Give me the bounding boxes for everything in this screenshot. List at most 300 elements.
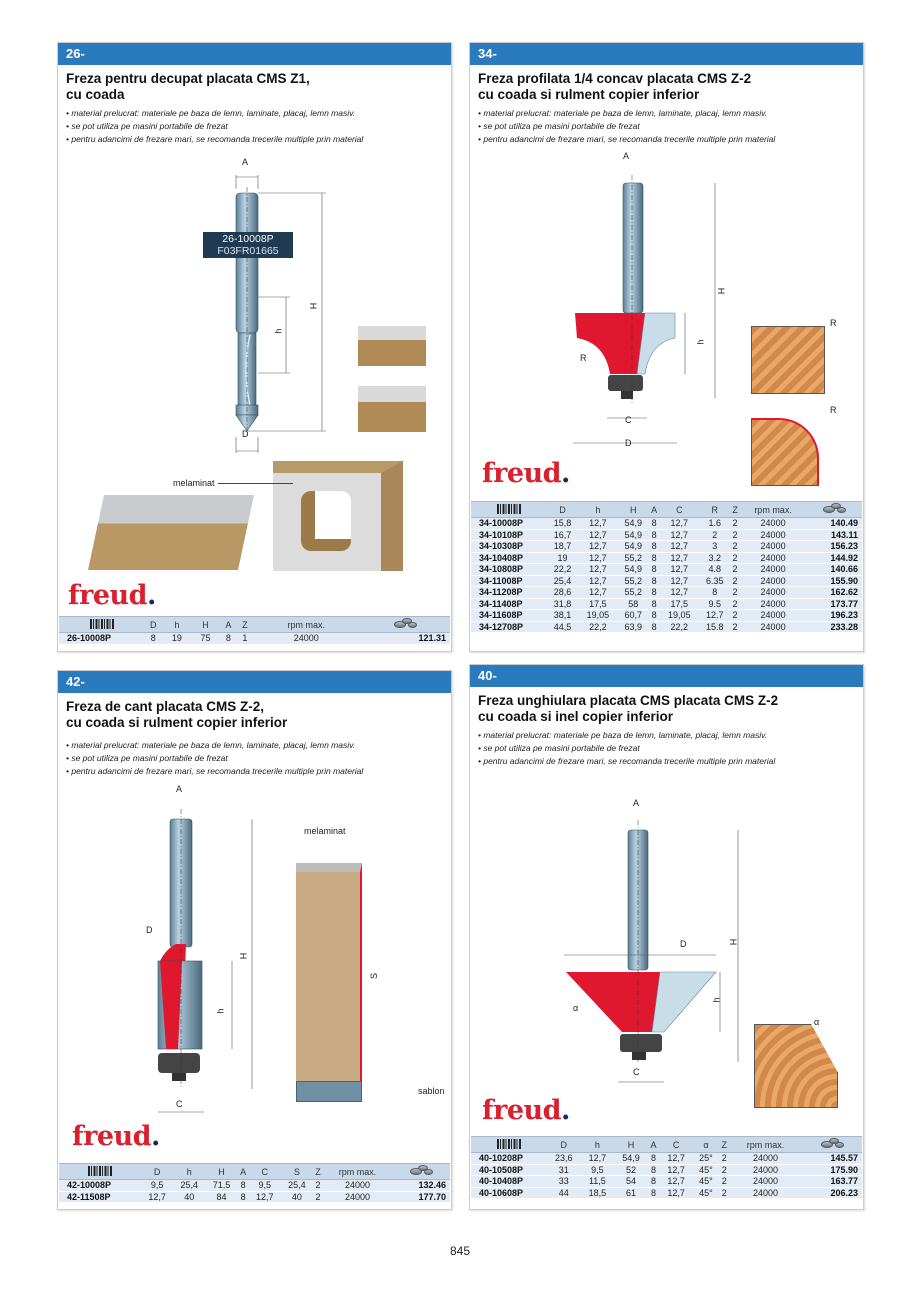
table-cell: 22,2: [547, 564, 578, 576]
title-line-1: Freza de cant placata CMS Z-2,: [66, 699, 265, 714]
label-melaminat: melaminat: [173, 478, 215, 488]
text: .: [147, 580, 156, 611]
profile-label-R: R: [830, 405, 837, 415]
product-panel-40: [469, 664, 864, 1210]
tag-code: 26-10008P: [222, 233, 274, 245]
table-cell: 34-11008P: [471, 575, 547, 587]
column-header: h: [173, 1164, 205, 1180]
table-cell: 163.77: [801, 1176, 862, 1188]
table-cell: 196.23: [806, 610, 862, 622]
table-header: [471, 1137, 862, 1153]
table-cell: 75: [191, 633, 220, 645]
product-title: [470, 687, 863, 729]
table-cell: 42-11508P: [59, 1191, 141, 1203]
product-panel-42: [57, 670, 452, 1210]
title-line-2: cu coada si rulment copier inferior: [66, 715, 288, 730]
table-cell: 58: [618, 598, 649, 610]
feature-list: [58, 735, 451, 778]
table-cell: 34-11208P: [471, 587, 547, 599]
dim-label-alpha: α: [573, 1003, 579, 1013]
table-cell: 145.57: [801, 1153, 862, 1165]
title-line-2: cu coada si rulment copier inferior: [478, 87, 700, 102]
table-cell: 24000: [740, 598, 806, 610]
table-cell: 8: [649, 564, 660, 576]
workpiece-frame: [273, 461, 403, 571]
table-cell: 34-10808P: [471, 564, 547, 576]
dim-label-D: D: [146, 925, 153, 935]
table-cell: 12,7: [659, 529, 699, 541]
table-cell: 40-10508P: [471, 1164, 547, 1176]
label-sablon: sablon: [418, 1086, 445, 1096]
table-cell: 19: [163, 633, 192, 645]
table-cell: 40-10608P: [471, 1187, 547, 1199]
column-header: D: [547, 1137, 581, 1153]
template-sablon: [296, 1081, 362, 1102]
table-cell: 24000: [740, 552, 806, 564]
router-bit-diagram: [565, 153, 735, 453]
column-header: Z: [719, 1137, 730, 1153]
table-cell: 12,7: [578, 529, 618, 541]
table-cell: 8: [649, 541, 660, 553]
feature-list: [58, 107, 451, 146]
table-cell: 2: [730, 564, 740, 576]
dim-label-R: R: [580, 353, 587, 363]
table-cell: 12.7: [699, 610, 730, 622]
table-row: [471, 518, 862, 530]
table-cell: 2: [699, 529, 730, 541]
table-cell: 19: [547, 552, 578, 564]
table-cell: 18,7: [547, 541, 578, 553]
column-header: h: [163, 617, 192, 633]
wood-profile-round: [751, 418, 819, 486]
dim-label-h: h: [695, 339, 706, 345]
router-bit-diagram: [148, 789, 278, 1119]
table-cell: 2: [730, 552, 740, 564]
text: .: [151, 1121, 160, 1152]
table-cell: 40-10208P: [471, 1153, 547, 1165]
coins-price-icon: [819, 1138, 845, 1149]
table-cell: 12,7: [659, 564, 699, 576]
table-cell: 54,9: [618, 529, 649, 541]
column-header: H: [618, 502, 649, 518]
table-cell: 12,7: [659, 575, 699, 587]
table-cell: 63,9: [618, 621, 649, 633]
table-cell: 22,2: [659, 621, 699, 633]
feature-item: • se pot utiliza pe masini portabile de frezat: [478, 743, 640, 753]
feature-item: • material prelucrat: materiale pe baza de lemn, laminate, placaj, lemn masiv.: [478, 108, 768, 118]
table-cell: 24000: [730, 1164, 802, 1176]
column-header: h: [581, 1137, 615, 1153]
table-cell: 40-10408P: [471, 1176, 547, 1188]
table-cell: 12,7: [659, 552, 699, 564]
table-cell: 61: [614, 1187, 648, 1199]
table-cell: 15,8: [547, 518, 578, 530]
table-cell: 12,7: [249, 1191, 281, 1203]
table-cell: 2: [313, 1191, 323, 1203]
table-cell: 24000: [740, 541, 806, 553]
table-cell: 132.46: [392, 1180, 450, 1192]
text: freud: [72, 1121, 152, 1152]
column-header: A: [649, 502, 660, 518]
table-cell: 18,5: [581, 1187, 615, 1199]
column-header: D: [141, 1164, 173, 1180]
table-cell: 54,9: [618, 541, 649, 553]
table-cell: 175.90: [801, 1164, 862, 1176]
table-cell: 52: [614, 1164, 648, 1176]
table-cell: 54,9: [618, 518, 649, 530]
table-cell: 19,05: [578, 610, 618, 622]
text: .: [561, 1095, 570, 1126]
table-cell: 24000: [740, 518, 806, 530]
title-line-2: cu coada si inel copier inferior: [478, 709, 674, 724]
table-cell: 2: [730, 541, 740, 553]
table-header: [59, 617, 450, 633]
table-cell: 12,7: [578, 518, 618, 530]
title-line-1: Freza profilata 1/4 concav placata CMS Z-2: [478, 71, 752, 86]
table-cell: 44: [547, 1187, 581, 1199]
table-cell: 4.8: [699, 564, 730, 576]
feature-item: • material prelucrat: materiale pe baza de lemn, laminate, placaj, lemn masiv.: [478, 730, 768, 740]
dim-label-H: H: [728, 938, 739, 946]
table-cell: 55,2: [618, 575, 649, 587]
feature-item: • se pot utiliza pe masini portabile de frezat: [66, 753, 228, 763]
table-cell: 12,7: [141, 1191, 173, 1203]
table-cell: 54: [614, 1176, 648, 1188]
table-cell: 8: [648, 1153, 660, 1165]
column-header: C: [659, 1137, 693, 1153]
table-cell: 8: [649, 610, 660, 622]
table-row: [59, 1191, 450, 1203]
workpiece-slot-sample: [358, 386, 426, 432]
table-cell: 156.23: [806, 541, 862, 553]
dim-label-A: A: [633, 798, 640, 808]
table-cell: 206.23: [801, 1187, 862, 1199]
coins-price-icon: [392, 618, 418, 629]
table-cell: 6.35: [699, 575, 730, 587]
freud-logo: [482, 458, 570, 489]
page-number: 845: [449, 1244, 471, 1258]
text: .: [561, 458, 570, 489]
dim-label-D: D: [625, 438, 632, 448]
spec-table-34: [471, 501, 862, 633]
product-panel-34: [469, 42, 864, 652]
wood-profile-concave: [751, 326, 825, 394]
barcode-icon: [88, 1166, 112, 1176]
table-cell: 25,4: [281, 1180, 313, 1192]
table-cell: 177.70: [392, 1191, 450, 1203]
column-header: rpm max.: [253, 617, 360, 633]
column-header: C: [659, 502, 699, 518]
table-cell: 15.8: [699, 621, 730, 633]
table-cell: 84: [205, 1191, 237, 1203]
panel-code: 42-: [58, 671, 451, 693]
table-row: [471, 1153, 862, 1165]
table-cell: 12,7: [659, 518, 699, 530]
tag-serial: F03FR01665: [217, 245, 279, 257]
column-header: R: [699, 502, 730, 518]
feature-list: [470, 107, 863, 146]
table-cell: 2: [730, 575, 740, 587]
column-header: H: [191, 617, 220, 633]
coins-price-icon: [408, 1165, 434, 1176]
table-cell: 155.90: [806, 575, 862, 587]
table-row: [471, 621, 862, 633]
table-cell: 11,5: [581, 1176, 615, 1188]
feature-item: • material prelucrat: materiale pe baza de lemn, laminate, placaj, lemn masiv.: [66, 108, 356, 118]
table-row: [471, 529, 862, 541]
table-cell: 38,1: [547, 610, 578, 622]
workpiece-notch-sample: [358, 326, 426, 366]
table-cell: 12,7: [659, 1164, 693, 1176]
table-cell: 8: [648, 1164, 660, 1176]
feature-item: • se pot utiliza pe masini portabile de frezat: [66, 121, 228, 131]
column-header: Z: [730, 502, 740, 518]
dim-label-C: C: [625, 415, 632, 425]
table-cell: 2: [730, 598, 740, 610]
table-cell: 12,7: [578, 564, 618, 576]
table-row: [471, 1187, 862, 1199]
feature-item: • pentru adancimi de frezare mari, se recomanda trecerile multiple prin material: [478, 134, 776, 144]
table-cell: 2: [719, 1164, 730, 1176]
table-cell: 9,5: [141, 1180, 173, 1192]
table-row: [471, 610, 862, 622]
table-cell: 8: [649, 598, 660, 610]
table-cell: 12,7: [578, 587, 618, 599]
feature-item: • material prelucrat: materiale pe baza de lemn, laminate, placaj, lemn masiv.: [66, 740, 356, 750]
table-cell: 40: [281, 1191, 313, 1203]
barcode-icon: [497, 504, 521, 514]
freud-logo: [482, 1095, 570, 1126]
table-cell: 54,9: [614, 1153, 648, 1165]
profile-label-alpha: α: [814, 1017, 820, 1027]
column-header: A: [220, 617, 237, 633]
table-cell: 162.62: [806, 587, 862, 599]
table-cell: 233.28: [806, 621, 862, 633]
table-cell: 8: [649, 621, 660, 633]
table-cell: 22,2: [578, 621, 618, 633]
workpiece-chipboard: [296, 863, 362, 1081]
table-cell: 24000: [323, 1191, 392, 1203]
table-cell: 28,6: [547, 587, 578, 599]
table-cell: 24000: [740, 587, 806, 599]
dim-label-h: h: [711, 997, 722, 1003]
freud-logo: [68, 580, 156, 611]
feature-item: • pentru adancimi de frezare mari, se recomanda trecerile multiple prin material: [66, 134, 364, 144]
panel-code: 26-: [58, 43, 451, 65]
spec-table-40: [471, 1136, 862, 1199]
column-header: D: [547, 502, 578, 518]
table-cell: 24000: [740, 564, 806, 576]
panel-code: 40-: [470, 665, 863, 687]
table-cell: 26-10008P: [59, 633, 144, 645]
table-cell: 45°: [693, 1187, 719, 1199]
product-panel-26: [57, 42, 452, 652]
table-cell: 24000: [740, 529, 806, 541]
text: freud: [482, 1095, 562, 1126]
table-cell: 25,4: [547, 575, 578, 587]
table-cell: 9.5: [699, 598, 730, 610]
table-cell: 24000: [730, 1176, 802, 1188]
table-cell: 8: [238, 1191, 249, 1203]
title-line-1: Freza unghiulara placata CMS placata CMS Z-2: [478, 693, 779, 708]
table-cell: 8: [220, 633, 237, 645]
dim-label-H: H: [716, 287, 727, 295]
table-cell: 45°: [693, 1164, 719, 1176]
table-cell: 25,4: [173, 1180, 205, 1192]
table-cell: 2: [719, 1153, 730, 1165]
table-cell: 24000: [740, 610, 806, 622]
dim-label-h: h: [273, 328, 284, 334]
table-cell: 8: [649, 587, 660, 599]
column-header: rpm max.: [740, 502, 806, 518]
column-header: rpm max.: [323, 1164, 392, 1180]
table-header: [471, 502, 862, 518]
table-cell: 173.77: [806, 598, 862, 610]
table-cell: 2: [313, 1180, 323, 1192]
table-cell: 71,5: [205, 1180, 237, 1192]
table-cell: 8: [699, 587, 730, 599]
barcode-icon: [497, 1139, 521, 1149]
table-cell: 17,5: [578, 598, 618, 610]
column-header: α: [693, 1137, 719, 1153]
dim-label-A: A: [176, 784, 183, 794]
panel-code: 34-: [470, 43, 863, 65]
column-header: H: [205, 1164, 237, 1180]
table-cell: 2: [719, 1187, 730, 1199]
table-cell: 140.49: [806, 518, 862, 530]
column-header: D: [144, 617, 163, 633]
table-row: [471, 564, 862, 576]
label-melaminat: melaminat: [304, 826, 346, 836]
table-cell: 12,7: [659, 1187, 693, 1199]
table-cell: 55,2: [618, 587, 649, 599]
table-cell: 1.6: [699, 518, 730, 530]
table-row: [471, 1176, 862, 1188]
spec-table-26: [59, 616, 450, 645]
column-header: S: [281, 1164, 313, 1180]
workpiece-melamine-block: [88, 495, 254, 570]
table-cell: 23,6: [547, 1153, 581, 1165]
table-cell: 8: [648, 1176, 660, 1188]
table-cell: 45°: [693, 1176, 719, 1188]
dim-label-D: D: [680, 939, 687, 949]
dim-label-A: A: [242, 157, 249, 167]
barcode-icon: [90, 619, 114, 629]
table-cell: 8: [649, 575, 660, 587]
table-cell: 2: [730, 587, 740, 599]
column-header: Z: [313, 1164, 323, 1180]
column-header: A: [238, 1164, 249, 1180]
dim-label-H: H: [238, 952, 249, 960]
feature-list: [470, 729, 863, 768]
column-header: C: [249, 1164, 281, 1180]
table-cell: 24000: [253, 633, 360, 645]
table-cell: 8: [238, 1180, 249, 1192]
table-cell: 24000: [730, 1187, 802, 1199]
text: freud: [68, 580, 148, 611]
feature-item: • pentru adancimi de frezare mari, se recomanda trecerile multiple prin material: [66, 766, 364, 776]
column-header: H: [614, 1137, 648, 1153]
profile-label-R: R: [830, 318, 837, 328]
table-cell: 3.2: [699, 552, 730, 564]
table-cell: 144.92: [806, 552, 862, 564]
wood-profile-chamfer: [754, 1024, 838, 1108]
table-cell: 34-10408P: [471, 552, 547, 564]
table-cell: 8: [649, 552, 660, 564]
table-cell: 8: [649, 529, 660, 541]
table-row: [471, 552, 862, 564]
table-cell: 24000: [740, 575, 806, 587]
table-cell: 2: [730, 518, 740, 530]
table-cell: 2: [730, 529, 740, 541]
table-cell: 2: [719, 1176, 730, 1188]
table-cell: 12,7: [659, 541, 699, 553]
table-row: [471, 598, 862, 610]
table-cell: 121.31: [360, 633, 450, 645]
table-cell: 55,2: [618, 552, 649, 564]
table-cell: 1: [237, 633, 253, 645]
table-cell: 24000: [323, 1180, 392, 1192]
table-cell: 12,7: [659, 587, 699, 599]
table-cell: 24000: [730, 1153, 802, 1165]
table-row: [59, 633, 450, 645]
table-cell: 12,7: [578, 541, 618, 553]
table-cell: 44,5: [547, 621, 578, 633]
table-cell: 17,5: [659, 598, 699, 610]
table-cell: 40: [173, 1191, 205, 1203]
table-cell: 2: [730, 621, 740, 633]
table-row: [471, 1164, 862, 1176]
feature-item: • se pot utiliza pe masini portabile de frezat: [478, 121, 640, 131]
table-row: [471, 575, 862, 587]
table-cell: 12,7: [659, 1176, 693, 1188]
router-bit-diagram: [560, 800, 750, 1090]
dim-label-H: H: [308, 302, 319, 310]
feature-item: • pentru adancimi de frezare mari, se recomanda trecerile multiple prin material: [478, 756, 776, 766]
table-cell: 12,7: [578, 552, 618, 564]
table-cell: 31,8: [547, 598, 578, 610]
table-cell: 12,7: [659, 1153, 693, 1165]
table-row: [471, 587, 862, 599]
dim-label-S: S: [369, 972, 380, 980]
product-title: [58, 693, 451, 735]
dim-label-D: D: [242, 429, 249, 439]
spec-table-42: [59, 1163, 450, 1203]
table-cell: 54,9: [618, 564, 649, 576]
table-cell: 8: [648, 1187, 660, 1199]
dim-label-A: A: [623, 151, 630, 161]
title-line-1: Freza pentru decupat placata CMS Z1,: [66, 71, 310, 86]
table-cell: 19,05: [659, 610, 699, 622]
table-cell: 12,7: [578, 575, 618, 587]
coins-price-icon: [821, 503, 847, 514]
product-title: [470, 65, 863, 107]
product-tag: [203, 232, 293, 258]
table-cell: 16,7: [547, 529, 578, 541]
table-cell: 34-12708P: [471, 621, 547, 633]
freud-logo: [72, 1121, 160, 1152]
table-row: [59, 1180, 450, 1192]
product-title: [58, 65, 451, 107]
table-row: [471, 541, 862, 553]
table-header: [59, 1164, 450, 1180]
table-cell: 3: [699, 541, 730, 553]
text: freud: [482, 458, 562, 489]
table-cell: 34-10008P: [471, 518, 547, 530]
dim-label-C: C: [176, 1099, 183, 1109]
title-line-2: cu coada: [66, 87, 125, 102]
table-cell: 34-11408P: [471, 598, 547, 610]
